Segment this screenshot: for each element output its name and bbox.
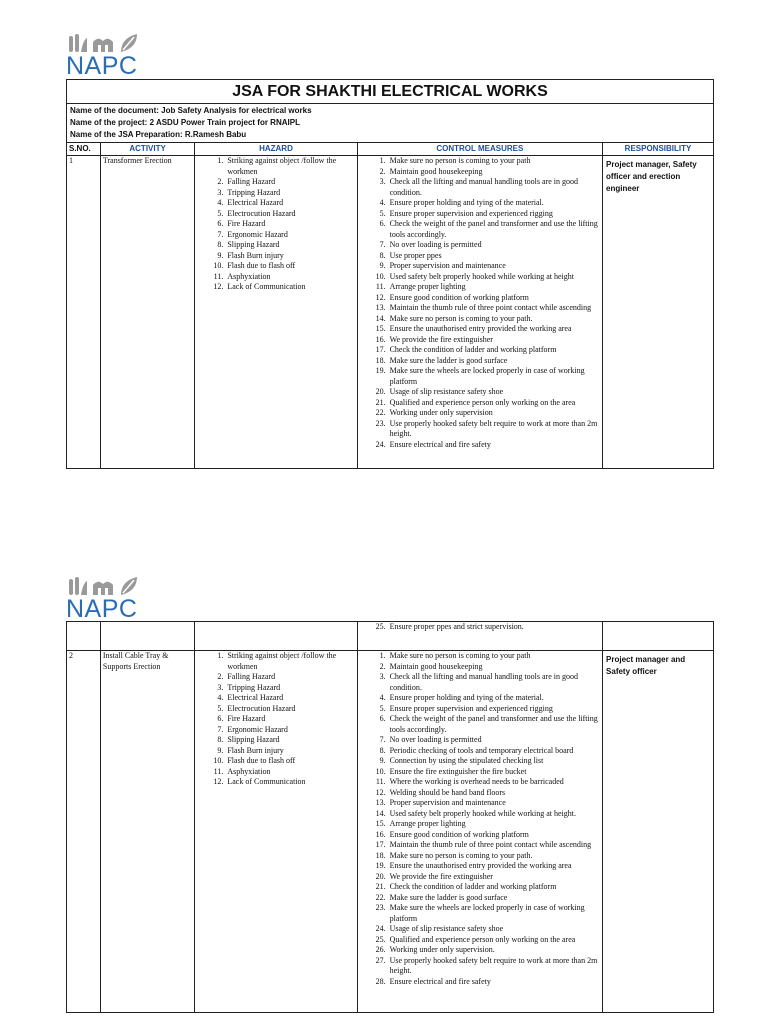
control-item: 13. Proper supervision and maintenance (388, 798, 600, 809)
control-item: 3. Check all the lifting and manual handling tools are in good condition. (388, 672, 600, 693)
jsa-table-page-1 (66, 79, 714, 469)
control-item: 6. Check the weight of the panel and transformer and use the lifting tools accordingly. (388, 714, 600, 735)
control-item: 15. Arrange proper lighting (388, 819, 600, 830)
document-meta (67, 104, 714, 143)
hazard-item: 3. Tripping Hazard (225, 188, 354, 199)
header-activity: ACTIVITY (100, 143, 194, 156)
hazard-item: 4. Electrical Hazard (225, 198, 354, 209)
control-item: 10. Ensure the fire extinguisher the fire bucket (388, 767, 600, 778)
control-item: 7. No over loading is permitted (388, 735, 600, 746)
control-item: 2. Maintain good housekeeping (388, 167, 600, 178)
control-item: 24. Ensure electrical and fire safety (388, 440, 600, 451)
control-item: 23. Make sure the wheels are locked properly in case of working platform (388, 903, 600, 924)
control-item: 10. Used safety belt properly hooked while working at height (388, 272, 600, 283)
control-item: 8. Use proper ppes (388, 251, 600, 262)
hazard-item: 4. Electrical Hazard (225, 693, 354, 704)
hazard-item: 5. Electrocution Hazard (225, 704, 354, 715)
control-item: 4. Ensure proper holding and tying of the material. (388, 693, 600, 704)
hazard-item: 1. Striking against object /follow the workmen (225, 651, 354, 672)
control-item: 13. Maintain the thumb rule of three point contact while ascending (388, 303, 600, 314)
control-item: 19. Ensure the unauthorised entry provided the working area (388, 861, 600, 872)
control-item: 20. Usage of slip resistance safety shoe (388, 387, 600, 398)
control-item: 7. No over loading is permitted (388, 240, 600, 251)
control-item: 12. Ensure good condition of working platform (388, 293, 600, 304)
row-sno: 2 (67, 651, 101, 1013)
hazard-item: 3. Tripping Hazard (225, 683, 354, 694)
header-sno: S.NO. (67, 143, 101, 156)
control-list (360, 156, 600, 450)
control-item: 14. Used safety belt properly hooked while working at height. (388, 809, 600, 820)
control-item: 1. Make sure no person is coming to your path (388, 156, 600, 167)
header-control-measures: CONTROL MEASURES (357, 143, 602, 156)
hazard-item: 10. Flash due to flash off (225, 756, 354, 767)
hazard-item: 9. Flash Burn injury (225, 746, 354, 757)
hazard-item: 2. Falling Hazard (225, 177, 354, 188)
control-item: 12. Welding should be hand band floors (388, 788, 600, 799)
control-item: 22. Working under only supervision (388, 408, 600, 419)
header-responsibility: RESPONSIBILITY (603, 143, 714, 156)
row-responsibility: Project manager and Safety officer (603, 651, 714, 1013)
napc-logo (66, 575, 148, 621)
control-item: 27. Use properly hooked safety belt require to work at more than 2m height. (388, 956, 600, 977)
control-item: 8. Periodic checking of tools and temporary electrical board (388, 746, 600, 757)
factory-icon (92, 575, 114, 597)
hazard-list (197, 156, 354, 293)
control-item: 4. Ensure proper holding and tying of the material. (388, 198, 600, 209)
hazard-item: 8. Slipping Hazard (225, 735, 354, 746)
hazard-item: 2. Falling Hazard (225, 672, 354, 683)
control-item: 21. Check the condition of ladder and working platform (388, 882, 600, 893)
table-row (67, 156, 714, 469)
row-responsibility: Project manager, Safety officer and erection engineer (603, 156, 714, 469)
plant-icon (66, 32, 88, 54)
hazard-item: 12. Lack of Communication (225, 777, 354, 788)
control-item: 11. Arrange proper lighting (388, 282, 600, 293)
control-item: 20. We provide the fire extinguisher (388, 872, 600, 883)
control-item: 28. Ensure electrical and fire safety (388, 977, 600, 988)
control-item: 11. Where the working is overhead needs to be barricaded (388, 777, 600, 788)
control-item: 2. Maintain good housekeeping (388, 662, 600, 673)
meta-document-name: Name of the document: Job Safety Analysis for electrical works (70, 106, 312, 115)
header-hazard: HAZARD (195, 143, 357, 156)
hazard-item: 6. Fire Hazard (225, 219, 354, 230)
control-item: 21. Qualified and experience person only working on the area (388, 398, 600, 409)
hazard-item: 7. Ergonomic Hazard (225, 230, 354, 241)
control-item: 18. Make sure no person is coming to your path. (388, 851, 600, 862)
hazard-item: 5. Electrocution Hazard (225, 209, 354, 220)
control-item: 14. Make sure no person is coming to your path. (388, 314, 600, 325)
control-item: 22. Make sure the ladder is good surface (388, 893, 600, 904)
hazard-item: 9. Flash Burn injury (225, 251, 354, 262)
jsa-table-page-2 (66, 621, 714, 1013)
control-item: 19. Make sure the wheels are locked properly in case of working platform (388, 366, 600, 387)
row-activity: Install Cable Tray & Supports Erection (100, 651, 194, 1013)
meta-project-name: Name of the project: 2 ASDU Power Train project for RNAIPL (70, 118, 300, 127)
factory-icon (92, 32, 114, 54)
leaf-icon (118, 32, 140, 54)
hazard-item: 10. Flash due to flash off (225, 261, 354, 272)
continuation-row (67, 622, 714, 651)
row-sno: 1 (67, 156, 101, 469)
hazard-item: 11. Asphyxiation (225, 767, 354, 778)
hazard-item: 1. Striking against object /follow the workmen (225, 156, 354, 177)
logo-text: NAPC (66, 52, 138, 80)
hazard-item: 8. Slipping Hazard (225, 240, 354, 251)
control-item: 16. We provide the fire extinguisher (388, 335, 600, 346)
control-item: 1. Make sure no person is coming to your path (388, 651, 600, 662)
row-activity: Transformer Erection (100, 156, 194, 469)
control-item: 6. Check the weight of the panel and transformer and use the lifting tools accordingly. (388, 219, 600, 240)
control-item: 24. Usage of slip resistance safety shoe (388, 924, 600, 935)
control-item: 9. Proper supervision and maintenance (388, 261, 600, 272)
control-item: 23. Use properly hooked safety belt require to work at more than 2m height. (388, 419, 600, 440)
control-item: 25. Qualified and experience person only working on the area (388, 935, 600, 946)
logo-text: NAPC (66, 595, 138, 623)
control-item: 18. Make sure the ladder is good surface (388, 356, 600, 367)
napc-logo (66, 32, 148, 78)
control-item: 16. Ensure good condition of working platform (388, 830, 600, 841)
control-list (360, 651, 600, 987)
control-item: 5. Ensure proper supervision and experienced rigging (388, 209, 600, 220)
control-item: 15. Ensure the unauthorised entry provided the working area (388, 324, 600, 335)
control-item: 5. Ensure proper supervision and experienced rigging (388, 704, 600, 715)
hazard-item: 11. Asphyxiation (225, 272, 354, 283)
hazard-list (197, 651, 354, 788)
control-item: 26. Working under only supervision. (388, 945, 600, 956)
hazard-item: 7. Ergonomic Hazard (225, 725, 354, 736)
control-item: 17. Check the condition of ladder and working platform (388, 345, 600, 356)
hazard-item: 6. Fire Hazard (225, 714, 354, 725)
leaf-icon (118, 575, 140, 597)
control-item: 25. Ensure proper ppes and strict supervision. (388, 622, 600, 633)
plant-icon (66, 575, 88, 597)
control-item: 17. Maintain the thumb rule of three point contact while ascending (388, 840, 600, 851)
table-row (67, 651, 714, 1013)
control-item: 9. Connection by using the stipulated checking list (388, 756, 600, 767)
hazard-item: 12. Lack of Communication (225, 282, 354, 293)
document-title: JSA FOR SHAKTHI ELECTRICAL WORKS (67, 80, 714, 104)
control-item: 3. Check all the lifting and manual handling tools are in good condition. (388, 177, 600, 198)
meta-preparation: Name of the JSA Preparation: R.Ramesh Babu (70, 130, 247, 139)
